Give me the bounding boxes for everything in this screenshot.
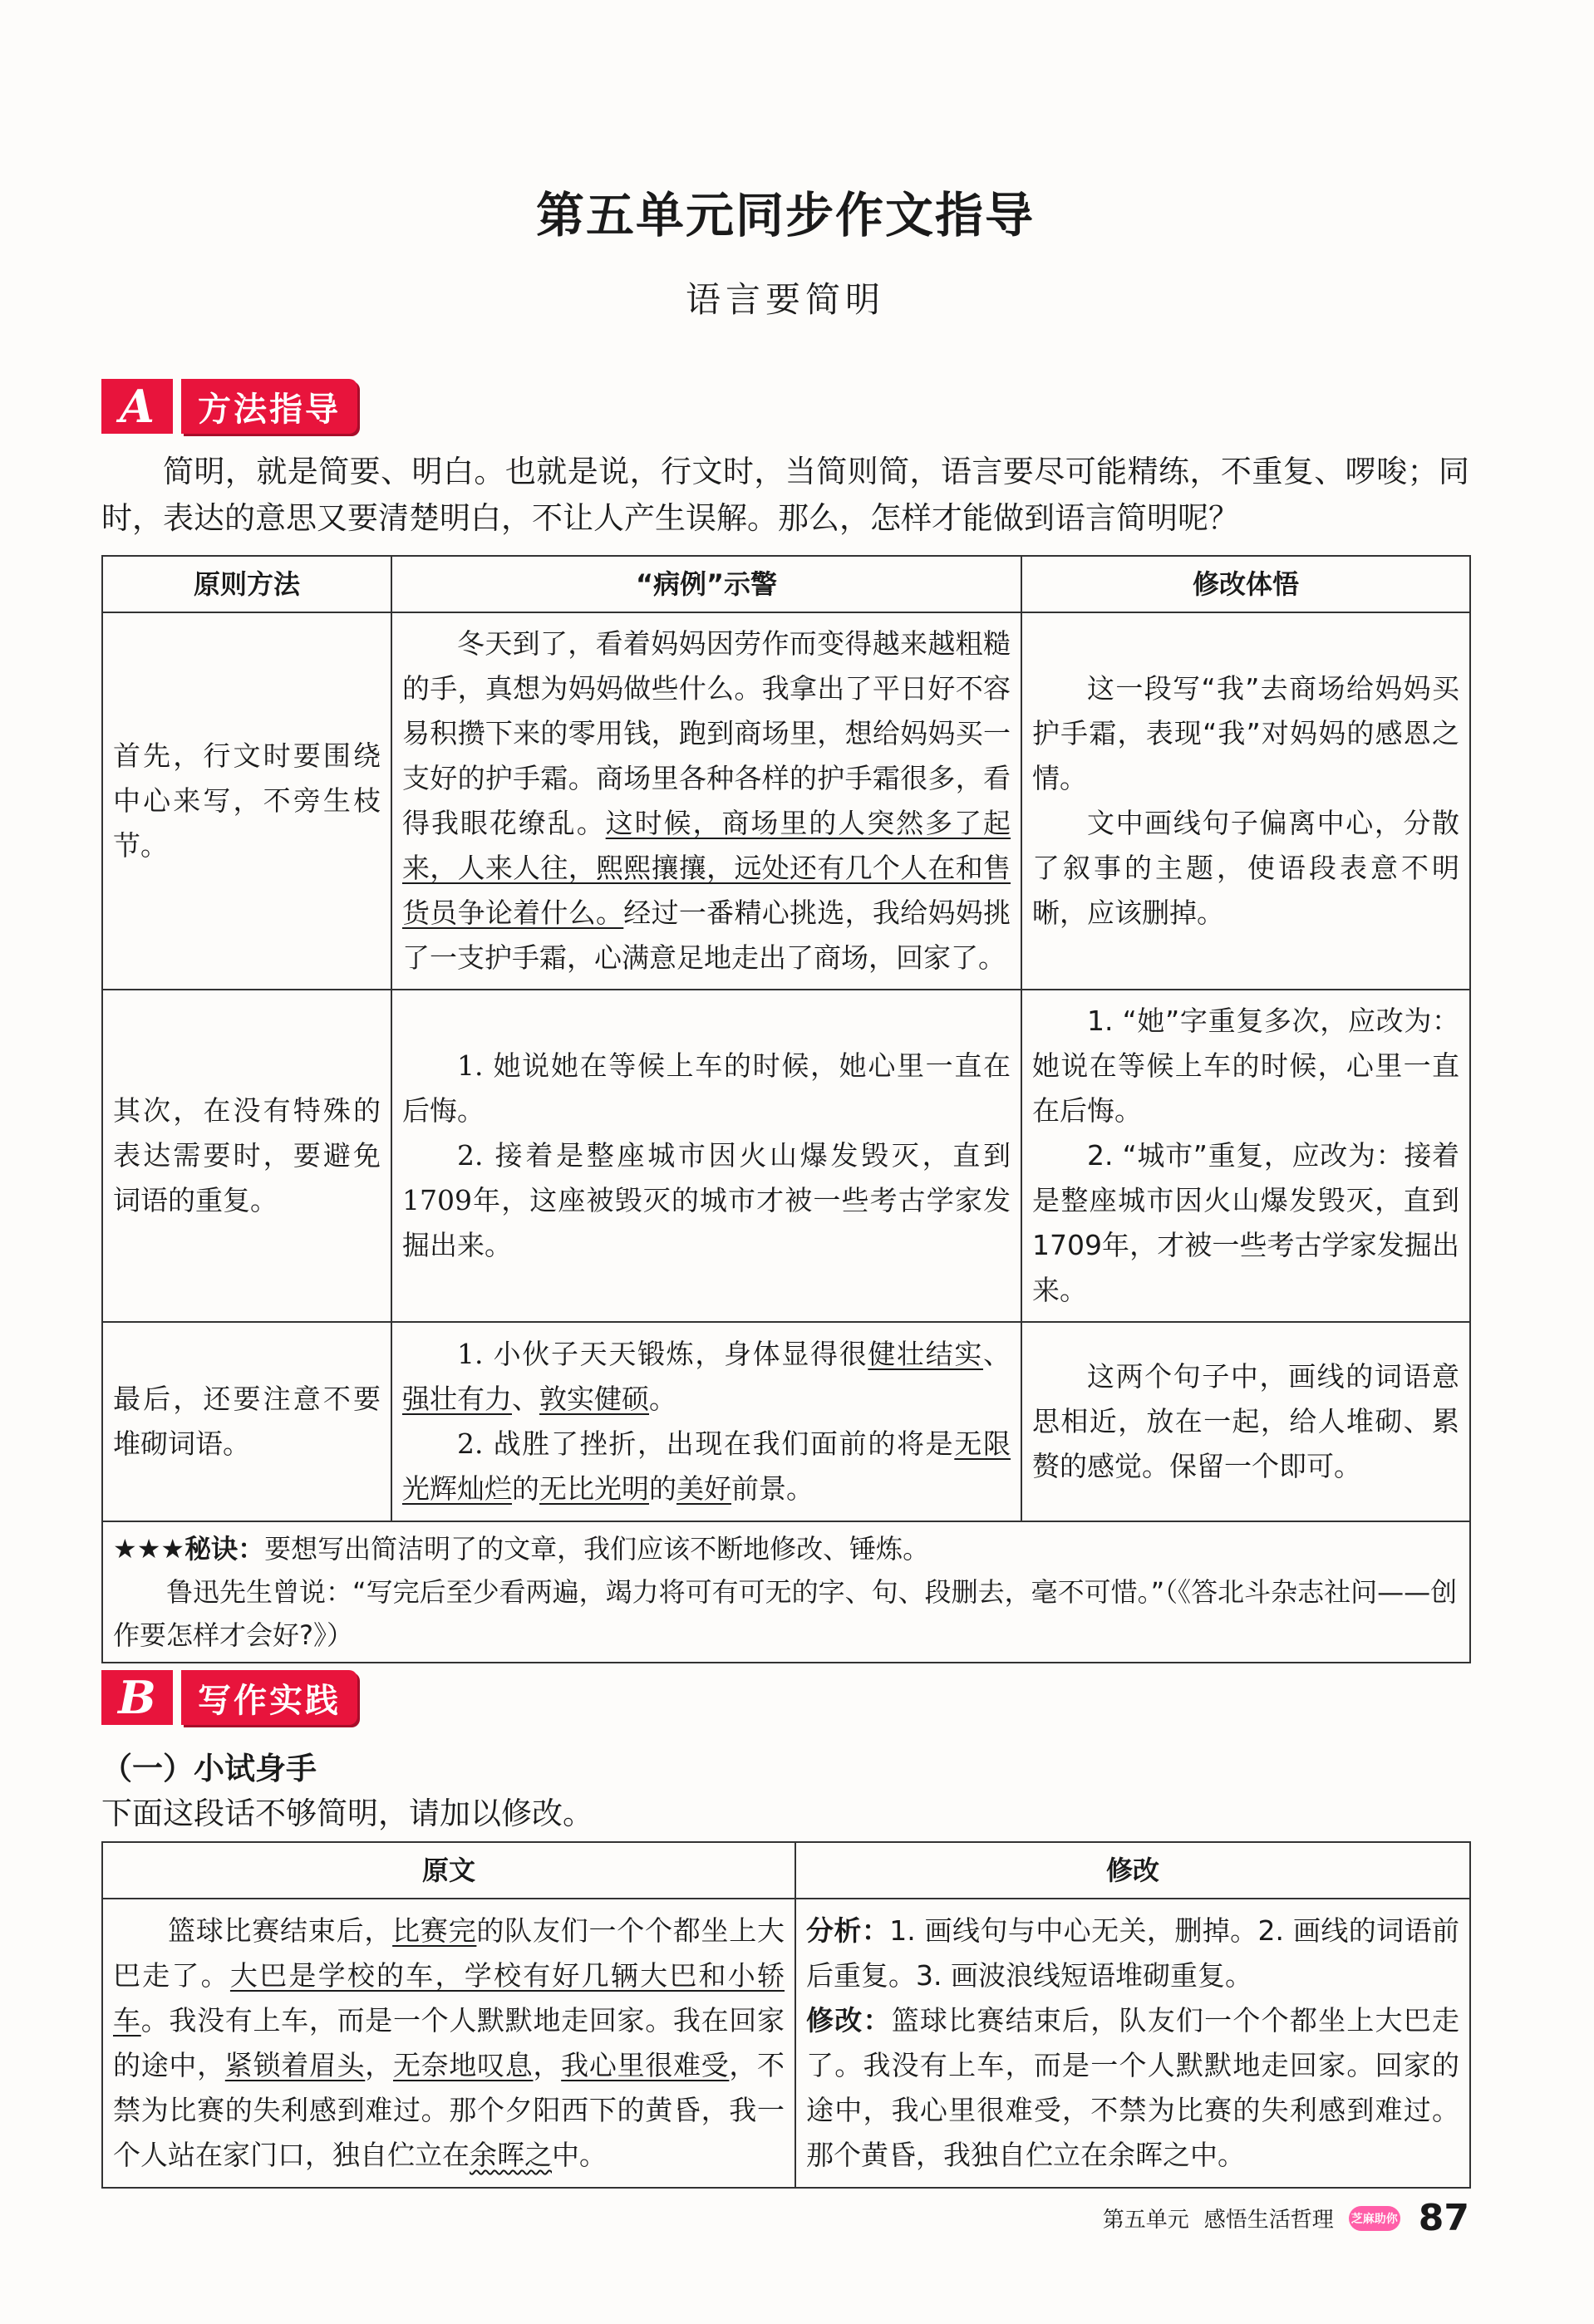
lu-xun-quote: 鲁迅先生曾说：“写完后至少看两遍，竭力将可有可无的字、句、段删去，毫不可惜。”（《答北斗杂志社问——创作要怎样才会好?》） <box>113 1576 1458 1651</box>
example-cell: 冬天到了，看着妈妈因劳作而变得越来越粗糙的手，真想为妈妈做些什么。我拿出了平日好不容易积攒下来的零用钱，跑到商场里，想给妈妈买一支好的护手霜。商场里各种各样的护手霜很多，看得我眼花缭乱。这时候，商场里的人突然多了起来，人来人往，熙熙攘攘，远处还有几个人在和售货员争论着什么。经过一番精心挑选，我给妈妈挑了一支护手霜，心满意足地走出了商场，回家了。 <box>391 612 1021 990</box>
brand-logo: 芝麻助你 <box>1349 2206 1400 2231</box>
wavy-underlined-phrase: 余晖之 <box>470 2139 552 2171</box>
page-footer <box>1103 2197 1469 2239</box>
principle-cell: 首先，行文时要围绕中心来写，不旁生枝节。 <box>102 612 391 990</box>
part-one-heading: （一）小试身手 <box>101 1751 317 1786</box>
section-b-badge <box>101 1670 357 1725</box>
practice-table <box>101 1841 1471 2189</box>
method-table-header <box>102 556 1470 612</box>
header-principle: 原则方法 <box>102 556 391 612</box>
page-subtitle: 语言要简明 <box>685 279 885 320</box>
section-a-label: 方法指导 <box>181 379 357 434</box>
footer-topic: 感悟生活哲理 <box>1203 2208 1334 2233</box>
original-text-cell: 篮球比赛结束后，比赛完的队友们一个个都坐上大巴走了。大巴是学校的车，学校有好几辆大巴和小轿车。我没有上车，而是一个人默默地走回家。我在回家的途中，紧锁着眉头，无奈地叹息，我心里很难受，不禁为比赛的失利感到难过。那个夕阳西下的黄昏，我一个人站在家门口，独自伫立在余晖之中。 <box>102 1899 795 2188</box>
example-cell: 1. 小伙子天天锻炼，身体显得很健壮结实、强壮有力、敦实健硕。 2. 战胜了挫折，出现在我们面前的将是无限光辉灿烂的无比光明的美好前景。 <box>391 1322 1021 1521</box>
header-original: 原文 <box>102 1842 795 1899</box>
underlined-sentence: 这时候，商场里的人突然多了起来，人来人往，熙熙攘攘，远处还有几个人在和售货员争论着什么。 <box>402 807 1011 929</box>
tip-row <box>102 1521 1470 1663</box>
section-b-label: 写作实践 <box>181 1670 357 1725</box>
section-b-letter: B <box>101 1670 173 1725</box>
footer-unit: 第五单元 <box>1102 2208 1189 2233</box>
table-row <box>102 1899 1470 2188</box>
task-instruction: 下面这段话不够简明，请加以修改。 <box>101 1796 593 1831</box>
principle-cell: 最后，还要注意不要堆砌词语。 <box>102 1322 391 1521</box>
revision-cell: 分析：1. 画线句与中心无关，删掉。2. 画线的词语前后重复。3. 画波浪线短语堆砌重复。 修改：篮球比赛结束后，队友们一个个都坐上大巴走了。我没有上车，而是一个人默默地走回家。回家的途中，我心里很难受，不禁为比赛的失利感到难过。那个黄昏，我独自伫立在余晖之中。 <box>795 1899 1470 2188</box>
tip-label: ★★★秘诀： <box>113 1533 265 1565</box>
example-cell: 1. 她说她在等候上车的时候，她心里一直在后悔。 2. 接着是整座城市因火山爆发毁灭，直到1709年，这座被毁灭的城市才被一些考古学家发掘出来。 <box>391 990 1021 1322</box>
practice-table-header <box>102 1842 1470 1899</box>
section-a-badge <box>101 379 357 434</box>
table-row <box>102 1322 1470 1521</box>
fix-cell: 这两个句子中，画线的词语意思相近，放在一起，给人堆砌、累赘的感觉。保留一个即可。 <box>1021 1322 1470 1521</box>
page-number: 87 <box>1418 2197 1469 2239</box>
section-a-letter: A <box>101 379 173 434</box>
header-fix: 修改体悟 <box>1021 556 1470 612</box>
tip-cell: ★★★秘诀：要想写出简洁明了的文章，我们应该不断地修改、锤炼。 鲁迅先生曾说：“写完后至少看两遍，竭力将可有可无的字、句、段删去，毫不可惜。”（《答北斗杂志社问——创作要怎样才会好?》） <box>102 1521 1470 1663</box>
intro-paragraph: 简明，就是简要、明白。也就是说，行文时，当简则简，语言要尽可能精练，不重复、啰唆；同时，表达的意思又要清楚明白，不让人产生误解。那么，怎样才能做到语言简明呢？ <box>101 454 1469 536</box>
page-title: 第五单元同步作文指导 <box>535 187 1035 243</box>
method-table <box>101 555 1471 1663</box>
fix-cell: 1. “她”字重复多次，应改为：她说在等候上车的时候，心里一直在后悔。 2. “城市”重复，应改为：接着是整座城市因火山爆发毁灭，直到1709年，才被一些考古学家发掘出来。 <box>1021 990 1470 1322</box>
table-row <box>102 612 1470 990</box>
principle-cell: 其次，在没有特殊的表达需要时，要避免词语的重复。 <box>102 990 391 1322</box>
table-row <box>102 990 1470 1322</box>
header-example: “病例”示警 <box>391 556 1021 612</box>
header-revision: 修改 <box>795 1842 1470 1899</box>
fix-cell: 这一段写“我”去商场给妈妈买护手霜，表现“我”对妈妈的感恩之情。 文中画线句子偏离中心，分散了叙事的主题，使语段表意不明晰，应该删掉。 <box>1021 612 1470 990</box>
